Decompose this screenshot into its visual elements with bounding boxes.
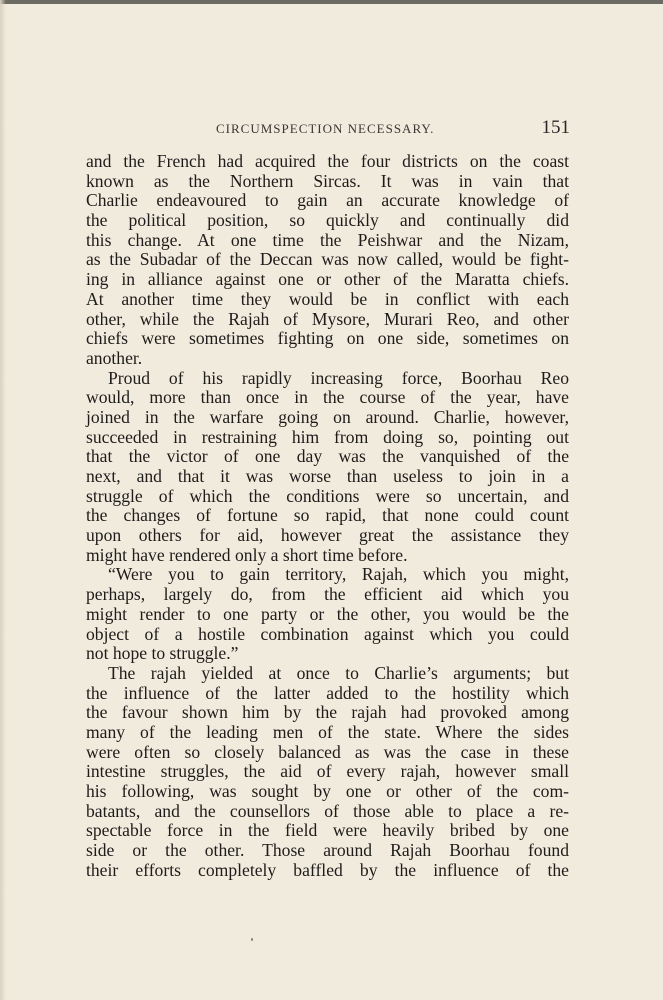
text-line: upon others for aid, however great the assistance they xyxy=(86,525,569,546)
running-title: CIRCUMSPECTION NECESSARY. xyxy=(216,121,435,136)
text-line: another. xyxy=(86,347,143,368)
text-line: might have rendered only a short time before. xyxy=(86,544,408,565)
text-line: batants, and the counsellors of those able to place a re- xyxy=(86,800,569,821)
text-line: known as the Northern Sircas. It was in vain that xyxy=(86,170,569,191)
text-line: spectable force in the field were heavily bribed by one xyxy=(86,820,569,841)
page-number: 151 xyxy=(541,117,570,138)
text-line: The rajah yielded at once to Charlie’s arguments; but xyxy=(108,662,569,683)
text-line: were often so closely balanced as was the case in these xyxy=(86,741,569,762)
page-top-edge xyxy=(0,0,663,4)
text-line: side or the other. Those around Rajah Boorhau found xyxy=(86,840,569,861)
spine-shadow xyxy=(0,0,6,1000)
text-line: the influence of the latter added to the hostility which xyxy=(86,682,569,703)
text-line: many of the leading men of the state. Where the sides xyxy=(86,721,569,742)
text-line: as the Subadar of the Deccan was now called, would be fight- xyxy=(86,249,569,270)
text-line: succeeded in restraining him from doing so, pointing out xyxy=(86,426,569,447)
text-line: their efforts completely baffled by the influence of the xyxy=(86,859,569,880)
text-line: would, more than once in the course of the year, have xyxy=(86,387,569,408)
text-line: Charlie endeavoured to gain an accurate knowledge of xyxy=(86,190,569,211)
text-line: next, and that it was worse than useless to join in a xyxy=(86,466,569,486)
text-line: struggle of which the conditions were so uncertain, and xyxy=(86,485,569,506)
text-line: the changes of fortune so rapid, that none could count xyxy=(86,505,569,526)
text-line: chiefs were sometimes fighting on one side, sometimes on xyxy=(86,328,569,349)
text-line: perhaps, largely do, from the efficient aid which you xyxy=(86,584,569,605)
text-line: ing in alliance against one or other of the Maratta chiefs. xyxy=(86,269,569,290)
text-line: not hope to struggle.” xyxy=(86,643,239,664)
text-line: Proud of his rapidly increasing force, Boorhau Reo xyxy=(108,367,569,388)
text-line: and the French had acquired the four districts on the coast xyxy=(86,151,569,171)
text-line: “Were you to gain territory, Rajah, which you might, xyxy=(108,564,569,585)
text-line: his following, was sought by one or other of the com- xyxy=(86,781,569,801)
body-text xyxy=(86,152,569,880)
text-line: object of a hostile combination against which you could xyxy=(86,623,569,644)
text-line: intestine struggles, the aid of every rajah, however small xyxy=(86,761,569,782)
text-line: other, while the Rajah of Mysore, Murari Reo, and other xyxy=(86,308,569,329)
text-line: the political position, so quickly and continually did xyxy=(86,210,569,231)
text-line: the favour shown him by the rajah had provoked among xyxy=(86,702,569,723)
text-line: At another time they would be in conflict with each xyxy=(86,288,569,309)
paper-speck xyxy=(251,938,253,941)
text-line: this change. At one time the Peishwar and the Nizam, xyxy=(86,229,569,250)
text-line: might render to one party or the other, you would be the xyxy=(86,603,569,624)
text-line: joined in the warfare going on around. Charlie, however, xyxy=(86,406,569,427)
running-head xyxy=(216,118,570,140)
text-line: that the victor of one day was the vanquished of the xyxy=(86,446,569,467)
